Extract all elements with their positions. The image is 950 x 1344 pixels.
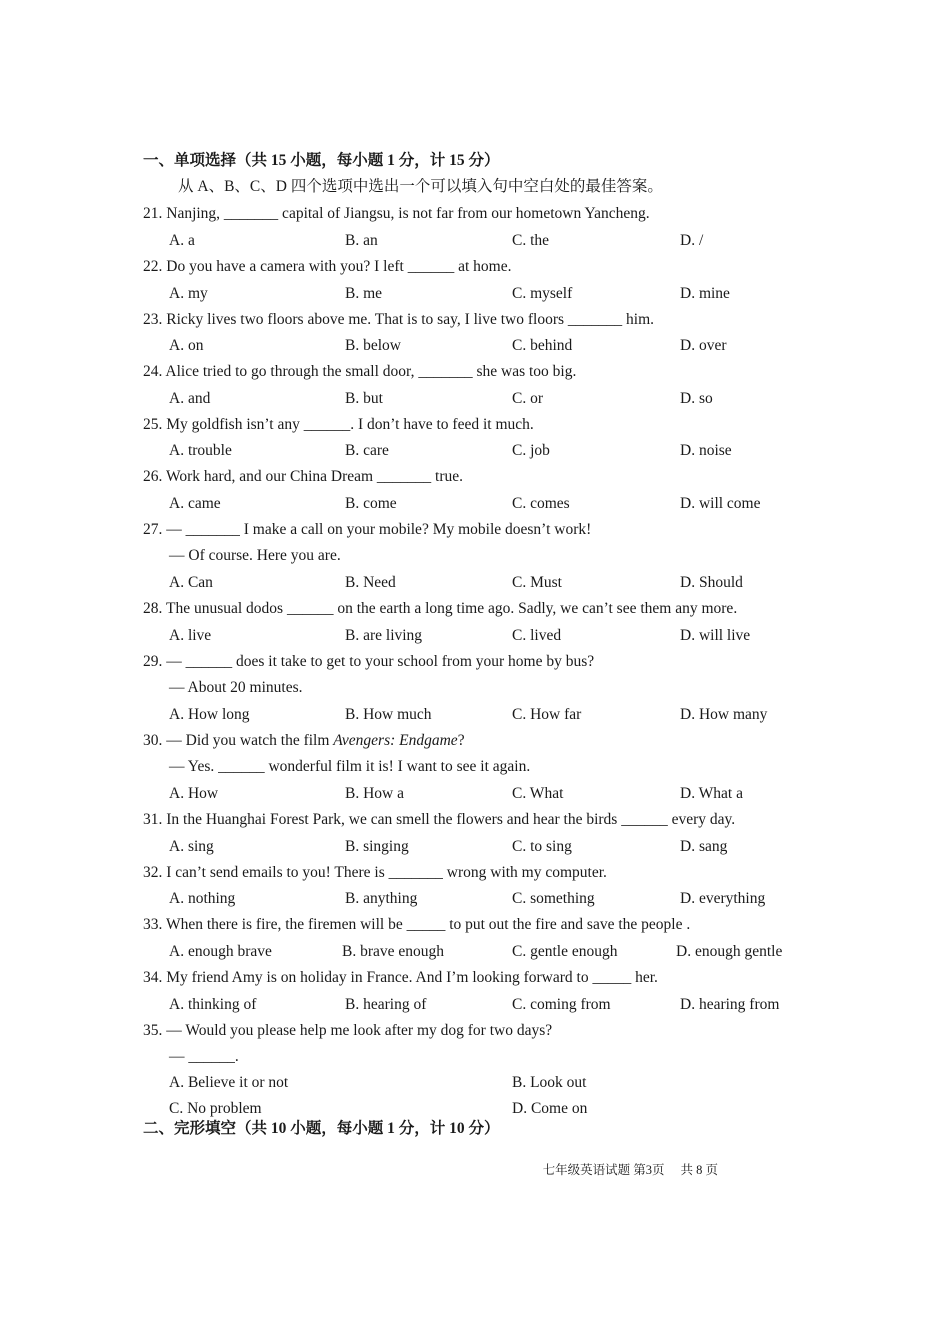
option-b: B. anything [345, 890, 418, 907]
option-d: D. so [680, 390, 713, 407]
option-c: C. to sing [512, 838, 572, 855]
question-text-before: — Did you watch the film [166, 732, 334, 749]
option-b: B. Look out [512, 1074, 587, 1091]
option-b: B. Need [345, 574, 396, 591]
option-c: C. behind [512, 337, 573, 354]
question-text: — Would you please help me look after my dog for two days? [166, 1022, 553, 1039]
question-number: 30. [143, 732, 163, 749]
option-d: D. hearing from [680, 996, 780, 1013]
option-d: D. mine [680, 285, 730, 302]
option-b: B. are living [345, 627, 423, 644]
question-24 [143, 362, 576, 382]
question-text: — _______ I make a call on your mobile? My mobile doesn’t work! [166, 521, 592, 538]
option-b: B. but [345, 390, 383, 407]
question-text: Ricky lives two floors above me. That is to say, I live two floors _______ him. [166, 311, 655, 328]
question-21 [143, 204, 650, 224]
question-29 [143, 652, 594, 672]
option-d: D. / [680, 232, 704, 249]
question-number: 24. [143, 363, 163, 380]
option-a: A. sing [169, 838, 214, 855]
option-b: B. How much [345, 706, 432, 723]
question-number: 34. [143, 969, 163, 986]
option-b: B. brave enough [342, 943, 445, 960]
question-35-reply: — ______. [169, 1048, 239, 1065]
option-c: C. myself [512, 285, 573, 302]
question-31 [143, 810, 735, 830]
option-a: A. came [169, 495, 221, 512]
option-c: C. comes [512, 495, 570, 512]
option-a: A. my [169, 285, 208, 302]
option-a: A. live [169, 627, 212, 644]
question-32 [143, 863, 607, 883]
option-d: D. How many [680, 706, 768, 723]
option-a: A. trouble [169, 442, 232, 459]
question-text: Nanjing, _______ capital of Jiangsu, is not far from our hometown Yancheng. [166, 205, 650, 222]
footer-page-info: 七年级英语试题 第3页 [542, 1163, 665, 1177]
question-number: 23. [143, 311, 163, 328]
option-c: C. coming from [512, 996, 611, 1013]
question-34 [143, 968, 658, 988]
option-d: D. What a [680, 785, 743, 802]
question-number: 33. [143, 916, 163, 933]
question-26 [143, 467, 463, 487]
question-text: When there is fire, the firemen will be _____ to put out the fire and save the people . [165, 916, 691, 933]
question-number: 28. [143, 600, 163, 617]
option-a: A. enough brave [169, 943, 272, 960]
question-number: 26. [143, 468, 163, 485]
question-number: 29. [143, 653, 163, 670]
option-d: D. will live [680, 627, 751, 644]
question-number: 31. [143, 811, 163, 828]
option-a: A. a [169, 232, 195, 249]
option-c: C. How far [512, 706, 582, 723]
option-d: D. Should [680, 574, 743, 591]
option-d: D. over [680, 337, 727, 354]
question-number: 32. [143, 864, 163, 881]
question-text: My friend Amy is on holiday in France. And I’m looking forward to _____ her. [166, 969, 658, 986]
question-number: 21. [143, 205, 163, 222]
question-23 [143, 310, 654, 330]
question-25 [143, 415, 534, 435]
option-c: C. the [512, 232, 550, 249]
option-b: B. singing [345, 838, 409, 855]
option-d: D. sang [680, 838, 728, 855]
question-text: In the Huanghai Forest Park, we can smell the flowers and hear the birds ______ every day. [166, 811, 736, 828]
question-text: My goldfish isn’t any ______. I don’t have to feed it much. [166, 416, 534, 433]
option-c: C. something [512, 890, 595, 907]
option-d: D. enough gentle [676, 943, 783, 960]
option-c: C. No problem [169, 1100, 262, 1117]
question-33 [143, 915, 690, 935]
option-b: B. hearing of [345, 996, 427, 1013]
question-text-after: ? [457, 732, 465, 749]
question-28 [143, 599, 737, 619]
option-c: C. lived [512, 627, 562, 644]
option-a: A. How [169, 785, 219, 802]
question-text: — ______ does it take to get to your school from your home by bus? [166, 653, 595, 670]
option-b: B. How a [345, 785, 404, 802]
film-title: Avengers: Endgame [333, 732, 458, 749]
option-d: D. Come on [512, 1100, 588, 1117]
option-a: A. Can [169, 574, 213, 591]
question-29-reply: — About 20 minutes. [169, 679, 303, 696]
option-c: C. gentle enough [512, 943, 618, 960]
question-22 [143, 257, 511, 277]
question-text: The unusual dodos ______ on the earth a long time ago. Sadly, we can’t see them any more. [165, 600, 738, 617]
option-a: A. on [169, 337, 204, 354]
option-d: D. everything [680, 890, 766, 907]
question-text: I can’t send emails to you! There is _______ wrong with my computer. [166, 864, 607, 881]
question-text: Do you have a camera with you? I left ______ at home. [166, 258, 512, 275]
option-a: A. nothing [169, 890, 236, 907]
option-b: B. below [345, 337, 401, 354]
section-1-title: 一、单项选择（共 15 小题，每小题 1 分，计 15 分） [143, 152, 500, 169]
question-text: Alice tried to go through the small door, _______ she was too big. [165, 363, 577, 380]
option-a: A. and [169, 390, 211, 407]
question-number: 25. [143, 416, 163, 433]
question-27 [143, 520, 591, 540]
option-c: C. job [512, 442, 550, 459]
question-number: 22. [143, 258, 163, 275]
option-b: B. come [345, 495, 397, 512]
section-1-instruction: 从 A、B、C、D 四个选项中选出一个可以填入句中空白处的最佳答案。 [178, 178, 663, 195]
question-text: Work hard, and our China Dream _______ true. [165, 468, 464, 485]
question-30-reply: — Yes. ______ wonderful film it is! I want to see it again. [169, 758, 531, 775]
option-b: B. me [345, 285, 383, 302]
option-c: C. Must [512, 574, 562, 591]
question-30 [143, 731, 465, 751]
option-c: C. or [512, 390, 543, 407]
option-c: C. What [512, 785, 564, 802]
page-footer [0, 1161, 718, 1179]
option-d: D. noise [680, 442, 732, 459]
option-b: B. care [345, 442, 389, 459]
option-a: A. thinking of [169, 996, 257, 1013]
option-d: D. will come [680, 495, 761, 512]
option-a: A. How long [169, 706, 250, 723]
question-35 [143, 1021, 552, 1041]
question-number: 35. [143, 1022, 163, 1039]
section-2-title: 二、完形填空（共 10 小题，每小题 1 分，计 10 分） [143, 1120, 500, 1137]
option-a: A. Believe it or not [169, 1074, 289, 1091]
option-b: B. an [345, 232, 378, 249]
question-number: 27. [143, 521, 163, 538]
footer-total-pages: 共 8 页 [680, 1163, 718, 1177]
question-27-reply: — Of course. Here you are. [169, 547, 341, 564]
